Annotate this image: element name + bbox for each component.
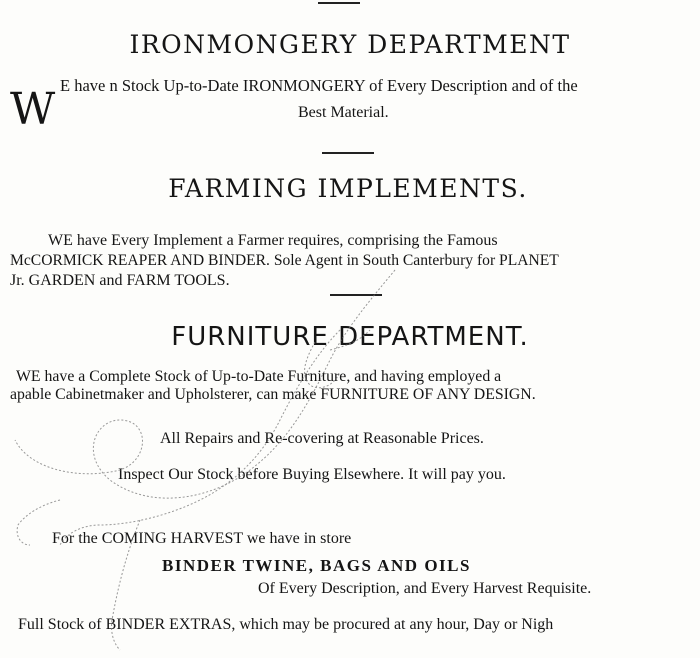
divider-rule: [318, 2, 360, 4]
farming-text-line3: Jr. GARDEN and FARM TOOLS.: [10, 272, 230, 289]
harvest-subheading: BINDER TWINE, BAGS AND OILS: [162, 556, 471, 575]
furniture-text-line2: apable Cabinetmaker and Upholsterer, can make FURNITURE OF ANY DESIGN.: [10, 386, 536, 403]
furniture-text-line3: All Repairs and Re-covering at Reasonable Prices.: [160, 430, 484, 447]
divider-rule: [330, 294, 382, 296]
farming-text-line2: McCORMICK REAPER AND BINDER. Sole Agent in South Canterbury for PLANET: [10, 252, 559, 269]
furniture-text-line1: WE have a Complete Stock of Up-to-Date Furniture, and having employed a: [16, 368, 502, 385]
farming-heading: FARMING IMPLEMENTS.: [168, 174, 528, 203]
ironmongery-heading: IRONMONGERY DEPARTMENT: [129, 30, 571, 59]
harvest-text-line1: For the COMING HARVEST we have in store: [52, 530, 352, 547]
harvest-text-line3: Full Stock of BINDER EXTRAS, which may be procured at any hour, Day or Nigh: [18, 616, 554, 633]
furniture-text-line4: Inspect Our Stock before Buying Elsewhere. It will pay you.: [118, 466, 506, 483]
ironmongery-text-line2: Best Material.: [298, 104, 389, 121]
ironmongery-text-line1: E have n Stock Up-to-Date IRONMONGERY of Every Description and of the: [60, 76, 578, 95]
farming-text-line1: WE have Every Implement a Farmer requires, comprising the Famous: [48, 232, 498, 249]
harvest-text-line2: Of Every Description, and Every Harvest Requisite.: [258, 580, 592, 597]
furniture-heading: FURNITURE DEPARTMENT.: [171, 322, 529, 352]
drop-cap-letter: W: [10, 84, 56, 135]
divider-rule: [322, 152, 374, 154]
